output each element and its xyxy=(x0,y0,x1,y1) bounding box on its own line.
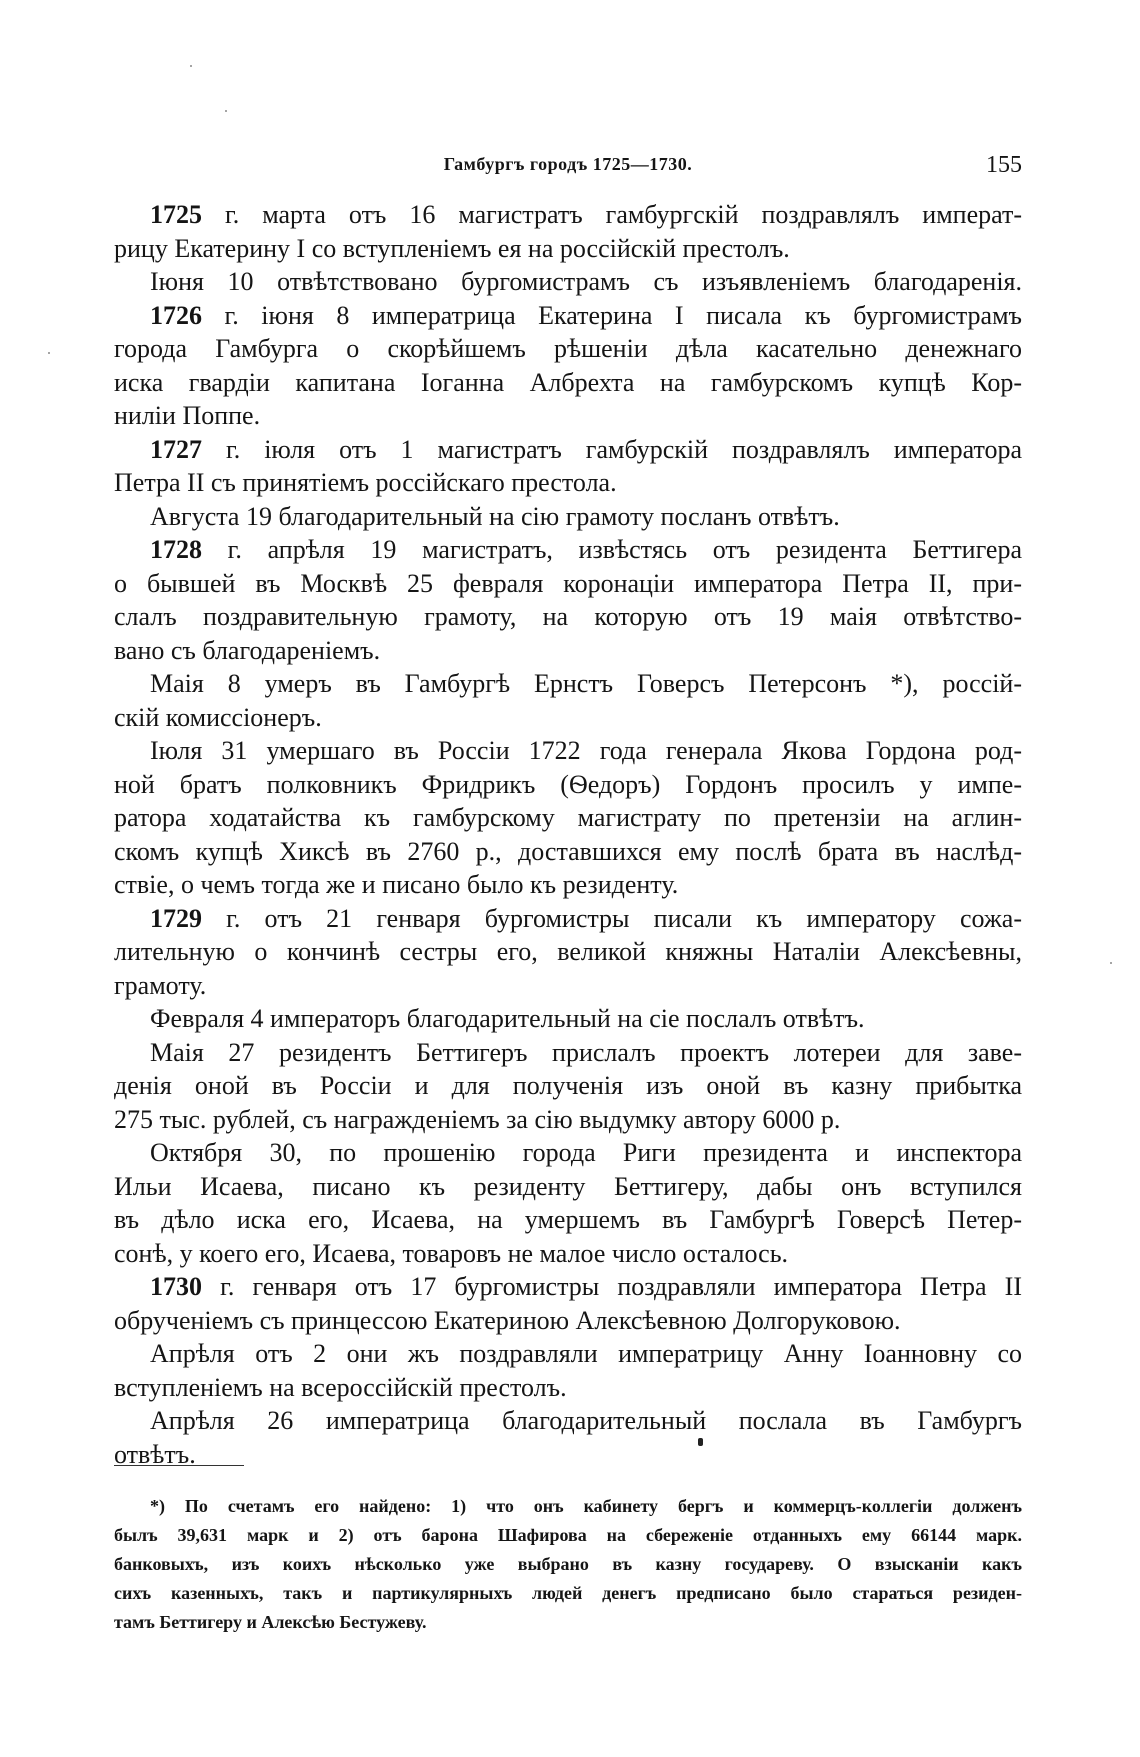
footnote-line xyxy=(114,1492,1022,1521)
line-text: въ дѣло иска его, Исаева, на умершемъ въ Гамбургѣ Говерсѣ Петер- xyxy=(114,1205,1022,1234)
line-text: грамоту. xyxy=(114,970,207,1000)
line-text: сихъ казенныхъ, такъ и партикулярныхъ людей денегъ предписано было стараться резиден- xyxy=(114,1583,1022,1603)
year-label: 1730 xyxy=(150,1272,202,1301)
footnote-line xyxy=(114,1521,1022,1550)
text-line xyxy=(114,567,1022,601)
year-label: 1727 xyxy=(150,434,202,464)
text-line xyxy=(114,701,1022,735)
line-text: Іюня 10 отвѣтствовано бургомистрамъ съ изъявленіемъ благодаренія. xyxy=(150,267,1022,296)
line-text: города Гамбурга о скорѣйшемъ рѣшеніи дѣла касательно денежнаго xyxy=(114,334,1022,363)
line-text: ствіе, о чемъ тогда же и писано было къ резиденту. xyxy=(114,870,679,899)
line-text: денія оной въ Россіи и для полученія изъ оной въ казну прибытка xyxy=(114,1071,1022,1100)
line-text: слалъ поздравительную грамоту, на которую отъ 19 маія отвѣтство- xyxy=(114,602,1022,631)
page-header xyxy=(114,152,1022,186)
line-text: былъ 39,631 марк и 2) отъ барона Шафирова на сбереженіе отданныхъ ему 66144 марк. xyxy=(114,1525,1022,1545)
line-text: обрученіемъ съ принцессою Екатериною Алексѣевною Долгоруковою. xyxy=(114,1305,901,1335)
text-line xyxy=(114,399,1022,433)
line-text: г. апрѣля 19 магистратъ, извѣстясь отъ резидента Беттигера xyxy=(202,535,1022,564)
page-number: 155 xyxy=(986,152,1022,178)
line-text: г. марта отъ 16 магистратъ гамбургскій поздравлялъ императ- xyxy=(202,200,1022,229)
footnote-rule xyxy=(114,1465,244,1466)
text-line xyxy=(114,835,1022,869)
text-line xyxy=(114,667,1022,701)
line-text: Маія 27 резидентъ Беттигеръ прислалъ проектъ лотереи для заве- xyxy=(150,1037,1022,1067)
line-text: *) По счетамъ его найдено: 1) что онъ кабинету бергъ и коммерцъ-коллегіи долженъ xyxy=(150,1496,1022,1516)
text-line xyxy=(114,433,1022,467)
text-line xyxy=(114,935,1022,969)
line-text: скій комиссіонеръ. xyxy=(114,702,322,732)
footnote xyxy=(114,1492,1022,1637)
line-text: отвѣтъ. xyxy=(114,1439,196,1469)
text-line xyxy=(114,768,1022,802)
line-text: сонѣ, у коего его, Исаева, товаровъ не малое число осталось. xyxy=(114,1238,789,1268)
line-text: Октября 30, по прошенію города Риги президента и инспектора xyxy=(150,1138,1022,1167)
line-text: о бывшей въ Москвѣ 25 февраля коронаціи императора Петра II, при- xyxy=(114,568,1022,598)
text-line xyxy=(114,1438,1022,1472)
text-line xyxy=(114,265,1022,299)
footnote-line xyxy=(114,1550,1022,1579)
footnote-line xyxy=(114,1608,1022,1637)
text-line xyxy=(114,1036,1022,1070)
line-text: ратора ходатайства къ гамбурскому магистрату по претензіи на аглин- xyxy=(114,803,1022,832)
text-line xyxy=(114,1304,1022,1338)
line-text: Февраля 4 императоръ благодарительный на сіе послалъ отвѣтъ. xyxy=(150,1004,865,1033)
line-text: ниліи Поппе. xyxy=(114,401,261,430)
paper-speck xyxy=(48,352,50,354)
year-label: 1725 xyxy=(150,200,202,229)
main-text xyxy=(114,198,1022,1471)
line-text: банковыхъ, изъ коихъ нѣсколько уже выбрано въ казну государеву. О взысканіи какъ xyxy=(114,1554,1022,1574)
line-text: лительную о кончинѣ сестры его, великой княжны Наталіи Алексѣевны, xyxy=(114,937,1022,966)
line-text: г. іюня 8 императрица Екатерина I писала къ бургомистрамъ xyxy=(202,300,1022,330)
text-line xyxy=(114,634,1022,668)
line-text: вступленіемъ на всероссійскій престолъ. xyxy=(114,1372,567,1402)
text-line xyxy=(114,801,1022,835)
text-line xyxy=(114,533,1022,567)
line-text: Апрѣля 26 императрица благодарительный послала въ Гамбургъ xyxy=(150,1406,1022,1435)
text-line xyxy=(114,1371,1022,1405)
text-line xyxy=(114,466,1022,500)
line-text: скомъ купцѣ Хиксѣ въ 2760 р., доставшихся ему послѣ брата въ наслѣд- xyxy=(114,836,1022,866)
line-text: тамъ Беттигеру и Алексѣю Бестужеву. xyxy=(114,1612,427,1632)
running-title: Гамбургъ городъ 1725—1730. xyxy=(443,154,693,174)
text-line xyxy=(114,1270,1022,1304)
text-line xyxy=(114,500,1022,534)
text-line xyxy=(114,332,1022,366)
text-line xyxy=(114,868,1022,902)
line-text: г. іюля отъ 1 магистратъ гамбурскій поздравлялъ императора xyxy=(202,434,1022,464)
text-line xyxy=(114,1404,1022,1438)
line-text: г. отъ 21 генваря бургомистры писали къ императору сожа- xyxy=(202,903,1022,933)
year-label: 1728 xyxy=(150,535,202,564)
paper-speck xyxy=(1110,962,1112,964)
line-text: Ильи Исаева, писано къ резиденту Беттигеру, дабы онъ вступился xyxy=(114,1171,1022,1201)
ink-dot xyxy=(698,1438,703,1446)
text-line xyxy=(114,1136,1022,1170)
text-line xyxy=(114,1237,1022,1271)
line-text: ной братъ полковникъ Фридрикъ (Ѳедоръ) Гордонъ просилъ у импе- xyxy=(114,769,1022,799)
text-line xyxy=(114,1203,1022,1237)
text-line xyxy=(114,299,1022,333)
line-text: рицу Екатерину I со вступленіемъ ея на россійскій престолъ. xyxy=(114,233,790,263)
text-line xyxy=(114,1170,1022,1204)
text-line xyxy=(114,969,1022,1003)
line-text: 275 тыс. рублей, съ награжденіемъ за сію выдумку автору 6000 р. xyxy=(114,1104,841,1134)
line-text: Маія 8 умеръ въ Гамбургѣ Ернстъ Говерсъ Петерсонъ *), россій- xyxy=(150,669,1022,698)
year-label: 1726 xyxy=(150,300,202,330)
year-label: 1729 xyxy=(150,903,202,933)
text-line xyxy=(114,1069,1022,1103)
line-text: Петра II съ принятіемъ россійскаго престола. xyxy=(114,468,617,497)
paper-speck xyxy=(225,110,227,112)
text-line xyxy=(114,366,1022,400)
text-line xyxy=(114,1103,1022,1137)
paper-speck xyxy=(190,65,192,67)
text-line xyxy=(114,198,1022,232)
text-line xyxy=(114,1002,1022,1036)
line-text: Апрѣля отъ 2 они жъ поздравляли императрицу Анну Іоанновну со xyxy=(150,1339,1022,1368)
line-text: Іюля 31 умершаго въ Россіи 1722 года генерала Якова Гордона род- xyxy=(150,736,1022,765)
footnote-line xyxy=(114,1579,1022,1608)
line-text: г. генваря отъ 17 бургомистры поздравляли императора Петра II xyxy=(202,1272,1022,1301)
line-text: вано съ благодареніемъ. xyxy=(114,635,381,665)
text-line xyxy=(114,1337,1022,1371)
text-line xyxy=(114,902,1022,936)
text-line xyxy=(114,734,1022,768)
line-text: иска гвардіи капитана Іоганна Албрехта на гамбурскомъ купцѣ Кор- xyxy=(114,367,1022,397)
text-line xyxy=(114,600,1022,634)
line-text: Августа 19 благодарительный на сію грамоту посланъ отвѣтъ. xyxy=(150,501,840,531)
text-line xyxy=(114,232,1022,266)
